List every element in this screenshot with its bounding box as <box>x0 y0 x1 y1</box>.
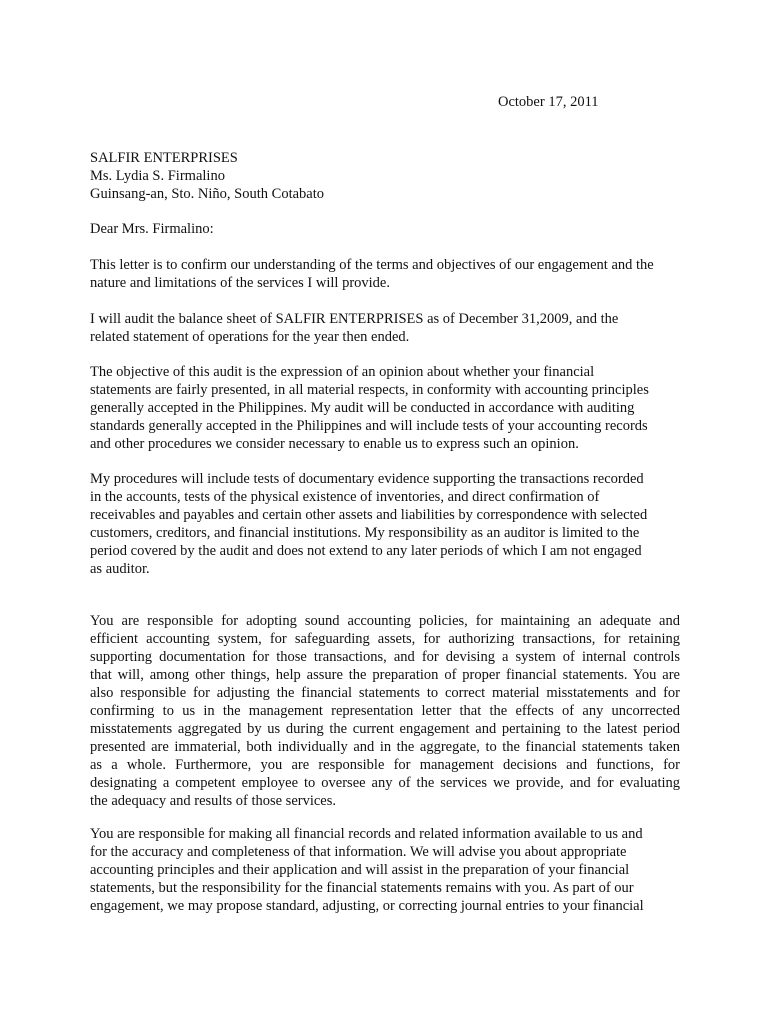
paragraph-line: in the accounts, tests of the physical existence of inventories, and direct confirmation of <box>90 489 600 505</box>
paragraph-line: My procedures will include tests of documentary evidence supporting the transactions recorded <box>90 471 644 487</box>
salutation: Dear Mrs. Firmalino: <box>90 221 214 237</box>
letter-date: October 17, 2011 <box>498 94 599 110</box>
paragraph-line: nature and limitations of the services I will provide. <box>90 275 390 291</box>
paragraph-records-availability <box>90 825 680 915</box>
paragraph-line: and other procedures we consider necessary to enable us to express such an opinion. <box>90 436 579 452</box>
paragraph-line: standards generally accepted in the Philippines and will include tests of your accounting records <box>90 418 648 434</box>
paragraph-line: for the accuracy and completeness of that information. We will advise you about appropriate <box>90 844 627 860</box>
paragraph-line: You are responsible for making all financial records and related information available to us and <box>90 826 643 842</box>
paragraph-line: customers, creditors, and financial institutions. My responsibility as an auditor is limited to the <box>90 525 640 541</box>
paragraph-line: engagement, we may propose standard, adjusting, or correcting journal entries to your financial <box>90 898 644 914</box>
paragraph-line: statements, but the responsibility for the financial statements remains with you. As part of our <box>90 880 634 896</box>
paragraph-line: period covered by the audit and does not extend to any later periods of which I am not engaged <box>90 543 642 559</box>
paragraph-line: presented are immaterial, both individually and in the aggregate, to the financial statements taken <box>90 739 680 755</box>
paragraph-confirmation <box>90 256 680 292</box>
paragraph-line: accounting principles and their application and will assist in the preparation of your financial <box>90 862 630 878</box>
paragraph-line: supporting documentation for those transactions, and for devising a system of internal controls <box>90 649 680 665</box>
paragraph-line: that will, among other things, help assure the preparation of proper financial statements. You are <box>90 667 680 683</box>
paragraph-line: This letter is to confirm our understanding of the terms and objectives of our engagement and the <box>90 257 654 273</box>
paragraph-line: misstatements aggregated by us during the current engagement and pertaining to the latest period <box>90 721 680 737</box>
recipient-company: SALFIR ENTERPRISES <box>90 150 238 166</box>
paragraph-line: efficient accounting system, for safeguarding assets, for authorizing transactions, for retaining <box>90 631 680 647</box>
paragraph-line: statements are fairly presented, in all material respects, in conformity with accounting principles <box>90 382 649 398</box>
paragraph-audit-scope <box>90 310 680 346</box>
paragraph-procedures <box>90 470 680 578</box>
paragraph-client-responsibilities <box>90 612 680 810</box>
paragraph-line: generally accepted in the Philippines. My audit will be conducted in accordance with auditing <box>90 400 635 416</box>
paragraph-line: designating a competent employee to oversee any of the services we provide, and for evaluating <box>90 775 680 791</box>
paragraph-line: The objective of this audit is the expression of an opinion about whether your financial <box>90 364 595 380</box>
paragraph-audit-objective <box>90 363 680 453</box>
recipient-name: Ms. Lydia S. Firmalino <box>90 168 225 184</box>
paragraph-line: as auditor. <box>90 561 150 577</box>
recipient-address: Guinsang-an, Sto. Niño, South Cotabato <box>90 186 325 202</box>
paragraph-line: receivables and payables and certain other assets and liabilities by correspondence with selected <box>90 507 648 523</box>
paragraph-line: also responsible for adjusting the financial statements to correct material misstatements and for <box>90 685 680 701</box>
paragraph-line: You are responsible for adopting sound accounting policies, for maintaining an adequate and <box>90 613 680 629</box>
paragraph-line: I will audit the balance sheet of SALFIR ENTERPRISES as of December 31,2009, and the <box>90 311 619 327</box>
paragraph-line: confirming to us in the management representation letter that the effects of any uncorrected <box>90 703 680 719</box>
paragraph-line: the adequacy and results of those services. <box>90 793 337 809</box>
paragraph-line: as a whole. Furthermore, you are responsible for management decisions and functions, for <box>90 757 680 773</box>
paragraph-line: related statement of operations for the year then ended. <box>90 329 410 345</box>
